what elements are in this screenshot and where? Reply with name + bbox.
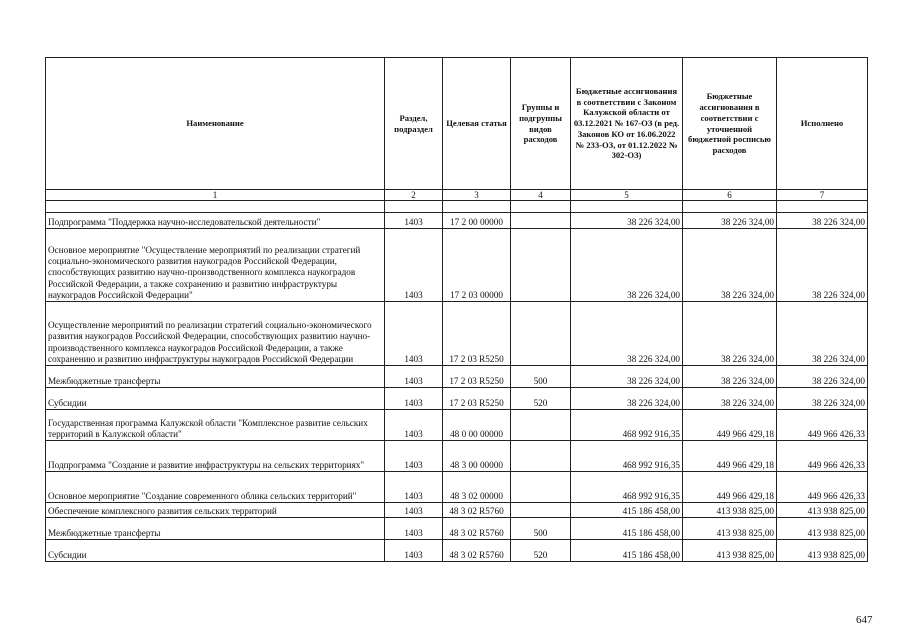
row-executed: 413 938 825,00 [777,518,868,540]
row-section: 1403 [385,472,443,503]
row-target-item: 17 2 03 R5250 [443,388,511,410]
header-name: Наименование [46,58,385,190]
row-refined-allocation: 38 226 324,00 [683,302,777,366]
column-number: 4 [511,190,571,201]
row-target-item: 48 3 00 00000 [443,441,511,472]
row-section: 1403 [385,366,443,388]
row-target-item: 48 3 02 R5760 [443,540,511,562]
row-name: Подпрограмма "Создание и развитие инфраструктуры на сельских территориях" [46,441,385,472]
header-expense-groups: Группы и подгруппы видов расходов [511,58,571,190]
table-row [46,472,868,503]
row-law-allocation: 415 186 458,00 [571,518,683,540]
row-target-item: 48 3 02 R5760 [443,518,511,540]
spacer-row [46,201,868,213]
row-target-item: 17 2 03 R5250 [443,302,511,366]
column-number: 2 [385,190,443,201]
table-row [46,503,868,518]
row-name: Субсидии [46,388,385,410]
page-number: 647 [856,614,873,626]
row-law-allocation: 415 186 458,00 [571,503,683,518]
header-law-allocations: Бюджетные ассигнования в соответствии с Законом Калужской области от 03.12.2021 № 167-ОЗ (в ред. Законов КО от 16.06.2022 № 233-ОЗ, от 01.12.2022 № 302-ОЗ) [571,58,683,190]
row-executed: 38 226 324,00 [777,366,868,388]
table-row [46,302,868,366]
row-refined-allocation: 449 966 429,18 [683,441,777,472]
row-executed: 449 966 426,33 [777,441,868,472]
row-section: 1403 [385,441,443,472]
row-expense-group [511,213,571,229]
row-name: Обеспечение комплексного развития сельских территорий [46,503,385,518]
row-executed: 38 226 324,00 [777,213,868,229]
row-refined-allocation: 413 938 825,00 [683,503,777,518]
row-law-allocation: 38 226 324,00 [571,366,683,388]
row-name: Межбюджетные трансферты [46,366,385,388]
table-row [46,213,868,229]
row-section: 1403 [385,388,443,410]
row-executed: 449 966 426,33 [777,472,868,503]
row-refined-allocation: 413 938 825,00 [683,540,777,562]
row-expense-group: 520 [511,540,571,562]
row-name: Подпрограмма "Поддержка научно-исследовательской деятельности" [46,213,385,229]
row-executed: 413 938 825,00 [777,540,868,562]
table-row [46,441,868,472]
row-law-allocation: 468 992 916,35 [571,472,683,503]
row-section: 1403 [385,213,443,229]
row-refined-allocation: 38 226 324,00 [683,213,777,229]
row-expense-group [511,503,571,518]
row-target-item: 17 2 03 00000 [443,229,511,302]
row-law-allocation: 415 186 458,00 [571,540,683,562]
column-number: 6 [683,190,777,201]
row-name: Основное мероприятие "Создание современного облика сельских территорий" [46,472,385,503]
header-refined-allocations: Бюджетные ассигнования в соответствии с уточненной бюджетной росписью расходов [683,58,777,190]
row-executed: 38 226 324,00 [777,229,868,302]
row-section: 1403 [385,503,443,518]
row-name: Субсидии [46,540,385,562]
header-executed: Исполнено [777,58,868,190]
row-refined-allocation: 38 226 324,00 [683,366,777,388]
header-section: Раздел, подраздел [385,58,443,190]
row-section: 1403 [385,518,443,540]
row-name: Основное мероприятие "Осуществление мероприятий по реализации стратегий социально-экономического развития наукоградов Российской Федерации, способствующих развитию научно-производственного комплекса наукоградов Российской Федерации, а также сохранению и развитию инфраструктуры наукоградов Российской Федерации" [46,229,385,302]
table-row [46,410,868,441]
table-row [46,388,868,410]
row-target-item: 17 2 03 R5250 [443,366,511,388]
row-section: 1403 [385,410,443,441]
row-expense-group [511,229,571,302]
row-expense-group [511,410,571,441]
row-law-allocation: 38 226 324,00 [571,302,683,366]
row-expense-group: 500 [511,366,571,388]
table-row [46,518,868,540]
row-law-allocation: 38 226 324,00 [571,229,683,302]
row-section: 1403 [385,540,443,562]
row-target-item: 17 2 00 00000 [443,213,511,229]
row-target-item: 48 0 00 00000 [443,410,511,441]
table-row [46,366,868,388]
row-refined-allocation: 449 966 429,18 [683,410,777,441]
row-refined-allocation: 449 966 429,18 [683,472,777,503]
row-name: Межбюджетные трансферты [46,518,385,540]
row-refined-allocation: 38 226 324,00 [683,388,777,410]
row-expense-group: 500 [511,518,571,540]
table-body [46,190,868,562]
row-expense-group [511,472,571,503]
row-section: 1403 [385,302,443,366]
row-refined-allocation: 38 226 324,00 [683,229,777,302]
column-number: 5 [571,190,683,201]
row-expense-group [511,441,571,472]
row-executed: 38 226 324,00 [777,388,868,410]
row-target-item: 48 3 02 R5760 [443,503,511,518]
row-executed: 413 938 825,00 [777,503,868,518]
row-law-allocation: 38 226 324,00 [571,388,683,410]
row-executed: 38 226 324,00 [777,302,868,366]
row-expense-group: 520 [511,388,571,410]
row-executed: 449 966 426,33 [777,410,868,441]
budget-table [45,57,868,562]
column-number: 3 [443,190,511,201]
row-target-item: 48 3 02 00000 [443,472,511,503]
table-row [46,540,868,562]
row-name: Осуществление мероприятий по реализации стратегий социально-экономического развития наукоградов Российской Федерации, способствующих развитию научно-производственного комплекса наукоградов Российской Федерации, а также сохранению и развитию инфраструктуры наукоградов Российской Федерации [46,302,385,366]
column-number: 1 [46,190,385,201]
row-law-allocation: 468 992 916,35 [571,441,683,472]
row-refined-allocation: 413 938 825,00 [683,518,777,540]
row-law-allocation: 38 226 324,00 [571,213,683,229]
header-target-item: Целевая статья [443,58,511,190]
row-law-allocation: 468 992 916,35 [571,410,683,441]
row-name: Государственная программа Калужской области "Комплексное развитие сельских территорий в Калужской области" [46,410,385,441]
table-row [46,229,868,302]
header-row [46,58,868,190]
column-number-row [46,190,868,201]
column-number: 7 [777,190,868,201]
row-expense-group [511,302,571,366]
row-section: 1403 [385,229,443,302]
